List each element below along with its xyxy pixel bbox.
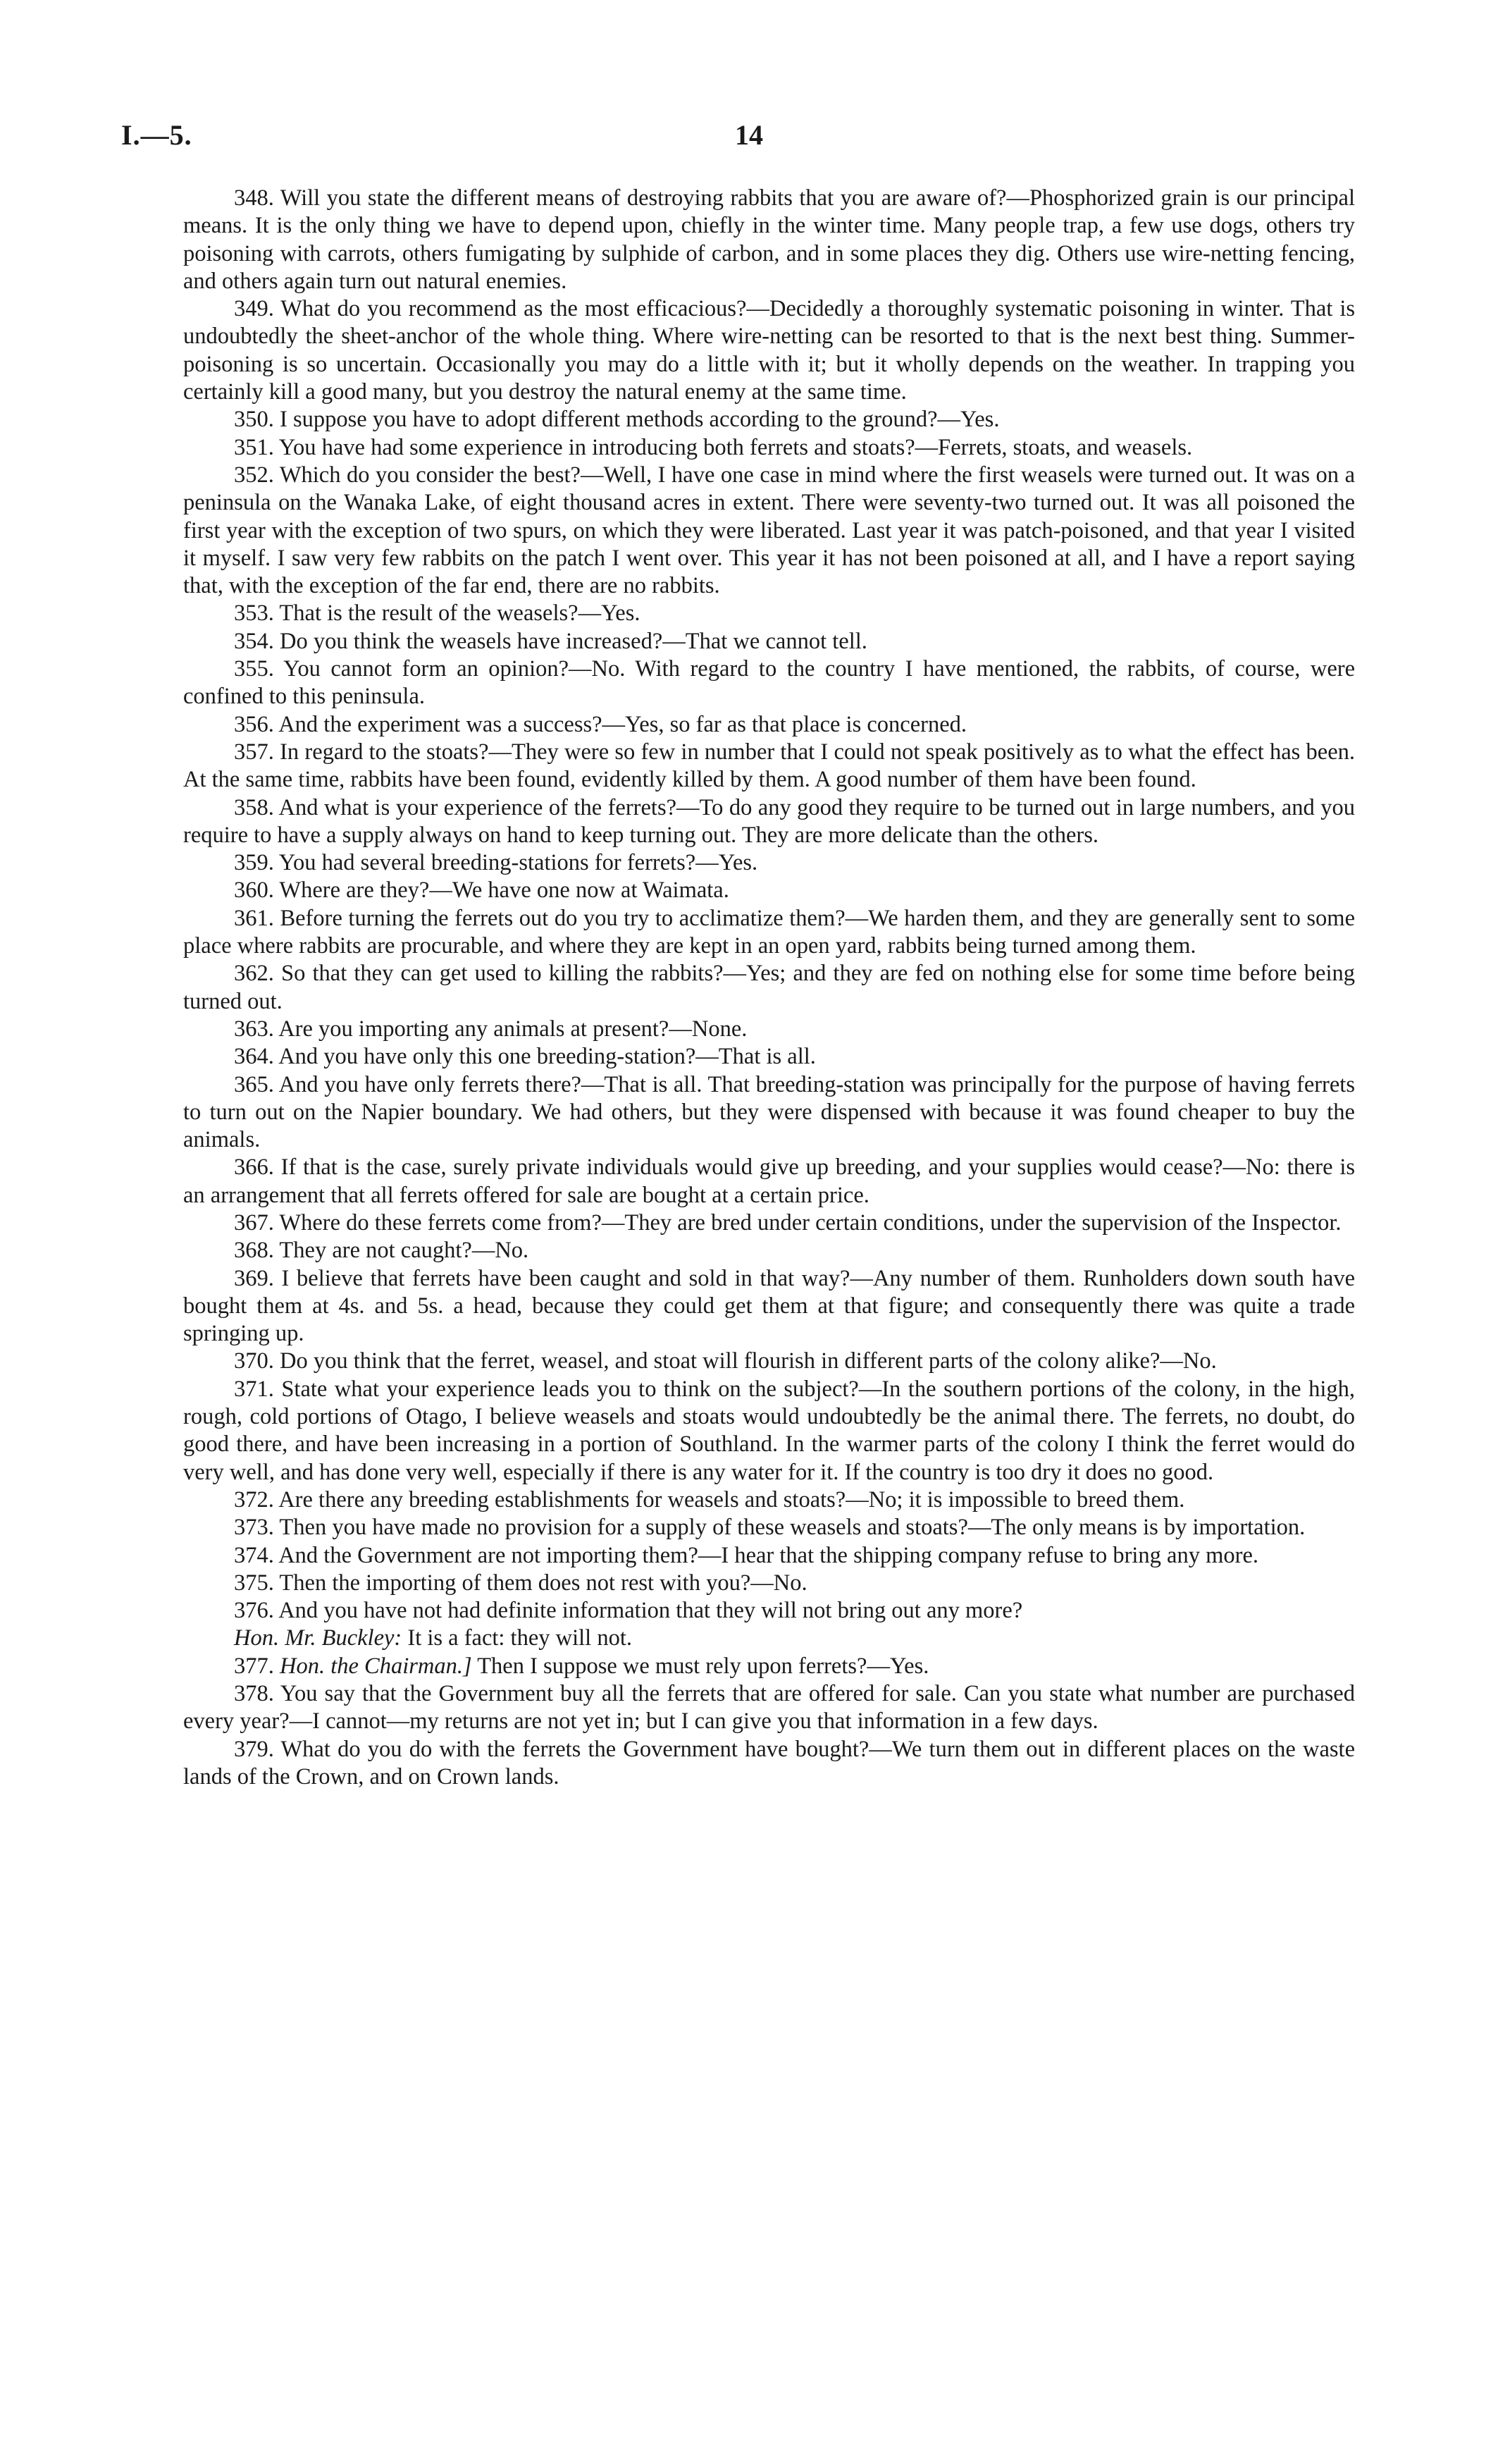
paragraph-367: 367. Where do these ferrets come from?—They are bred under certain conditions, under the supervision of the Inspector. — [234, 1209, 1342, 1236]
page-number: 14 — [735, 119, 763, 151]
paragraph-370: 370. Do you think that the ferret, weasel, and stoat will flourish in different parts of the colony alike?—No. — [234, 1348, 1217, 1374]
paragraph-354: 354. Do you think the weasels have increased?—That we cannot tell. — [234, 628, 867, 654]
paragraph-356: 356. And the experiment was a success?—Yes, so far as that place is concerned. — [234, 711, 967, 737]
page-body — [183, 185, 1355, 1791]
paragraph-352: 352. Which do you consider the best?—Well, I have one case in mind where the first weasels were turned out. It was on a peninsula on the Wanaka Lake, of eight thousand acres in extent. There were seventy-two turned out. It was all poisoned the first year with the exception of two spurs, on which they were liberated. Last year it was patch-poisoned, and that year I visited it myself. I saw very few rabbits on the patch I went over. This year it has not been poisoned at all, and I have a report saying that, with the exception of the far end, there are no rabbits. — [183, 462, 1355, 599]
page-header — [0, 118, 1498, 161]
chairman-prefix: Hon. the Chairman.] — [280, 1653, 472, 1679]
paragraph-379: 379. What do you do with the ferrets the Government have bought?—We turn them out in different places on the waste lands of the Crown, and on Crown lands. — [183, 1736, 1355, 1790]
paragraph-358: 358. And what is your experience of the ferrets?—To do any good they require to be turned out in large numbers, and you require to have a supply always on hand to keep turning out. They are more delicate than the others. — [183, 794, 1355, 848]
paragraph-377-text: Then I suppose we must rely upon ferrets?—Yes. — [477, 1653, 929, 1679]
paragraph-371: 371. State what your experience leads you to think on the subject?—In the southern portions of the colony, in the high, rough, cold portions of Otago, I believe weasels and stoats would undoubtedly be the animal there. The ferrets, no doubt, do good there, and have been increasing in a portion of Southland. In the warmer parts of the colony I think the ferret would do very well, and has done very well, especially if there is any water for it. If the country is too dry it does no good. — [183, 1376, 1355, 1485]
interjection-text: It is a fact: they will not. — [407, 1625, 632, 1651]
paragraph-365: 365. And you have only ferrets there?—That is all. That breeding-station was principally for the purpose of having ferrets to turn out on the Napier boundary. We had others, but they were dispensed with because it was found cheaper to buy the animals. — [183, 1071, 1355, 1153]
paragraph-376: 376. And you have not had definite information that they will not bring out any more? — [234, 1598, 1023, 1624]
paragraph-359: 359. You had several breeding-stations for ferrets?—Yes. — [234, 850, 758, 876]
paragraph-351: 351. You have had some experience in introducing both ferrets and stoats?—Ferrets, stoats, and weasels. — [234, 434, 1193, 460]
paragraph-362: 362. So that they can get used to killing the rabbits?—Yes; and they are fed on nothing else for some time before being turned out. — [183, 961, 1355, 1014]
paragraph-375: 375. Then the importing of them does not rest with you?—No. — [234, 1570, 807, 1596]
paragraph-363: 363. Are you importing any animals at present?—None. — [234, 1016, 748, 1042]
paragraph-348: 348. Will you state the different means of destroying rabbits that you are aware of?—Phosphorized grain is our principal means. It is the only thing we have to depend upon, chiefly in the winter time. Many people trap, a few use dogs, others try poisoning with carrots, others fumigating by sulphide of carbon, and in some places they dig. Others use wire-netting fencing, and others again turn out natural enemies. — [183, 185, 1355, 294]
paragraph-368: 368. They are not caught?—No. — [234, 1238, 529, 1264]
paragraph-360: 360. Where are they?—We have one now at Waimata. — [234, 877, 729, 904]
paragraph-374: 374. And the Government are not importing them?—I hear that the shipping company refuse to bring any more. — [234, 1542, 1259, 1568]
paragraph-361: 361. Before turning the ferrets out do you try to acclimatize them?—We harden them, and they are generally sent to some place where rabbits are procurable, and where they are kept in an open yard, rabbits being turned among them. — [183, 905, 1355, 959]
speaker-interjection — [183, 1625, 1355, 1652]
paragraph-357: 357. In regard to the stoats?—They were so few in number that I could not speak positively as to what the effect has been. At the same time, rabbits have been found, evidently killed by them. A good number of them have been found. — [183, 739, 1355, 793]
paragraph-349: 349. What do you recommend as the most efficacious?—Decidedly a thoroughly systematic poisoning in winter. That is undoubtedly the sheet-anchor of the whole thing. Where wire-netting can be resorted to that is the next best thing. Summer-poisoning is so uncertain. Occasionally you may do a little with it; but it wholly depends on the weather. In trapping you certainly kill a good many, but you destroy the natural enemy at the same time. — [183, 296, 1355, 405]
paragraph-366: 366. If that is the case, surely private individuals would give up breeding, and your supplies would cease?—No: there is an arrangement that all ferrets offered for sale are bought at a certain price. — [183, 1154, 1355, 1208]
paragraph-373: 373. Then you have made no provision for a supply of these weasels and stoats?—The only means is by importation. — [234, 1515, 1306, 1541]
paragraph-350: 350. I suppose you have to adopt different methods according to the ground?—Yes. — [234, 407, 1000, 433]
paragraph-377 — [183, 1653, 1355, 1680]
paragraph-355: 355. You cannot form an opinion?—No. With regard to the country I have mentioned, the rabbits, of course, were confined to this peninsula. — [183, 656, 1355, 710]
paragraph-353: 353. That is the result of the weasels?—Yes. — [234, 600, 640, 627]
paragraph-369: 369. I believe that ferrets have been caught and sold in that way?—Any number of them. Runholders down south have bought them at 4s. and 5s. a head, because they could get them at that figure; and consequently there was quite a trade springing up. — [183, 1265, 1355, 1347]
document-reference: I.—5. — [121, 119, 192, 151]
paragraph-364: 364. And you have only this one breeding-station?—That is all. — [234, 1044, 816, 1070]
paragraph-372: 372. Are there any breeding establishments for weasels and stoats?—No; it is impossible to breed them. — [234, 1486, 1185, 1513]
paragraph-378: 378. You say that the Government buy all the ferrets that are offered for sale. Can you state what number are purchased every year?—I cannot—my returns are not yet in; but I can give you that information in a few days. — [183, 1681, 1355, 1735]
question-number: 377. — [234, 1653, 280, 1679]
speaker-name: Hon. Mr. Buckley: — [234, 1625, 402, 1651]
